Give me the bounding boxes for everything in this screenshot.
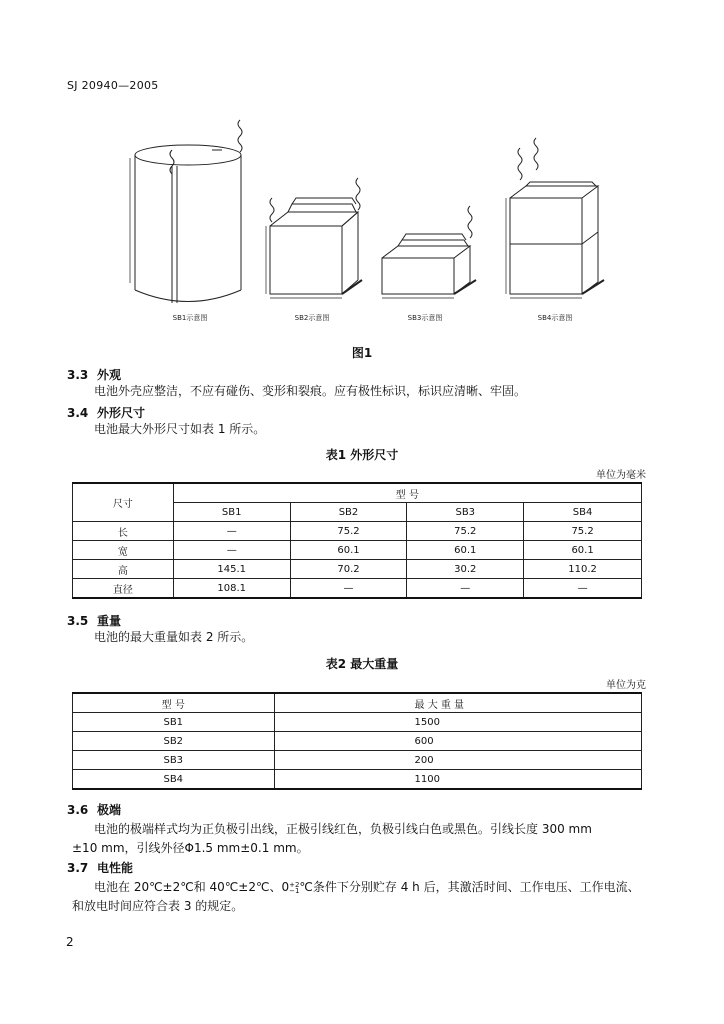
table1-model-header: SB1 (173, 503, 290, 522)
section-title: 重量 (97, 614, 122, 628)
cell: 70.2 (290, 560, 407, 579)
cell: — (173, 522, 290, 541)
text-segment: ℃条件下分别贮存 4 h 后，其激活时间、工作电压、工作电流、 (299, 880, 640, 894)
table-row (73, 751, 642, 770)
cell: 60.1 (407, 541, 524, 560)
cell: 108.1 (173, 579, 290, 599)
table2 (72, 692, 642, 790)
section-title: 极端 (97, 803, 122, 817)
sb4-label: SB4示意图 (537, 314, 573, 322)
section-number: 3.5 (67, 614, 89, 628)
row-label: 宽 (73, 541, 174, 560)
sb1-drawing (130, 120, 242, 303)
row-label: 长 (73, 522, 174, 541)
sb2-drawing (266, 178, 362, 298)
cell: SB3 (73, 751, 275, 770)
row-label: 直径 (73, 579, 174, 599)
temperature-tolerance (289, 882, 299, 894)
cell: 75.2 (524, 522, 642, 541)
table-row (73, 522, 642, 541)
sb2-label: SB2示意图 (294, 314, 330, 322)
table1-model-header: SB2 (290, 503, 407, 522)
cell: 200 (274, 751, 641, 770)
section-3-6-heading (67, 801, 121, 818)
section-number: 3.4 (67, 406, 89, 420)
section-3-3-body: 电池外壳应整洁，不应有碰伤、变形和裂痕。应有极性标识，标识应清晰、牢固。 (94, 384, 527, 398)
table-row (73, 579, 642, 599)
cell: 1100 (274, 770, 641, 790)
cell: 75.2 (290, 522, 407, 541)
cell: SB4 (73, 770, 275, 790)
table2-model-header: 型 号 (73, 693, 275, 713)
sb3-drawing (382, 206, 476, 298)
cell: — (524, 579, 642, 599)
cell: 110.2 (524, 560, 642, 579)
table1 (72, 482, 642, 599)
text-segment: 电池在 20℃±2℃和 40℃±2℃、0 (94, 880, 290, 894)
table2-unit: 单位为克 (606, 680, 646, 691)
sb3-label: SB3示意图 (407, 314, 443, 322)
section-3-6-body-line1: 电池的极端样式均为正负极引出线，正极引线红色，负极引线白色或黑色。引线长度 300 mm (94, 822, 592, 836)
section-3-4-body: 电池最大外形尺寸如表 1 所示。 (94, 422, 266, 436)
standard-number: SJ 20940—2005 (67, 79, 159, 92)
section-title: 电性能 (97, 861, 134, 875)
cell: 75.2 (407, 522, 524, 541)
section-3-5-heading (67, 612, 121, 629)
table2-weight-header: 最 大 重 量 (274, 693, 641, 713)
table-row (73, 732, 642, 751)
cell: 600 (274, 732, 641, 751)
section-3-5-body: 电池的最大重量如表 2 所示。 (94, 630, 254, 644)
section-3-7-heading (67, 859, 133, 876)
table-row (73, 770, 642, 790)
cell: 60.1 (524, 541, 642, 560)
table1-model-header: SB4 (524, 503, 642, 522)
cell: — (407, 579, 524, 599)
sb1-label: SB1示意图 (172, 314, 208, 322)
table2-caption: 表2 最大重量 (325, 657, 399, 671)
section-3-3-heading (67, 366, 121, 383)
section-3-7-body-line2: 和放电时间应符合表 3 的规定。 (72, 899, 244, 913)
cell: SB1 (73, 713, 275, 732)
page-number: 2 (66, 935, 74, 949)
section-3-7-body-line1 (94, 878, 640, 897)
battery-figure (60, 108, 660, 338)
table1-caption: 表1 外形尺寸 (325, 448, 399, 462)
cell: 60.1 (290, 541, 407, 560)
table-row (73, 541, 642, 560)
section-title: 外形尺寸 (97, 406, 146, 420)
section-number: 3.7 (67, 861, 89, 875)
table-row (73, 713, 642, 732)
table1-model-header: SB3 (407, 503, 524, 522)
sb4-drawing (506, 138, 604, 298)
table1-group-header: 型 号 (173, 483, 641, 503)
cell: 145.1 (173, 560, 290, 579)
table1-unit: 单位为毫米 (596, 470, 646, 481)
figure-caption: 图1 (351, 346, 373, 360)
cell: 1500 (274, 713, 641, 732)
cell: — (173, 541, 290, 560)
section-title: 外观 (97, 368, 122, 382)
row-label: 高 (73, 560, 174, 579)
cell: 30.2 (407, 560, 524, 579)
table-row (73, 560, 642, 579)
section-3-4-heading (67, 404, 145, 421)
section-3-6-body-line2: ±10 mm，引线外径Φ1.5 mm±0.1 mm。 (72, 841, 309, 855)
section-number: 3.3 (67, 368, 89, 382)
cell: SB2 (73, 732, 275, 751)
lower-tolerance: −1 (289, 886, 300, 895)
section-number: 3.6 (67, 803, 89, 817)
cell: — (290, 579, 407, 599)
table1-corner-header: 尺寸 (73, 483, 174, 522)
upper-tolerance: +2 (289, 880, 300, 889)
